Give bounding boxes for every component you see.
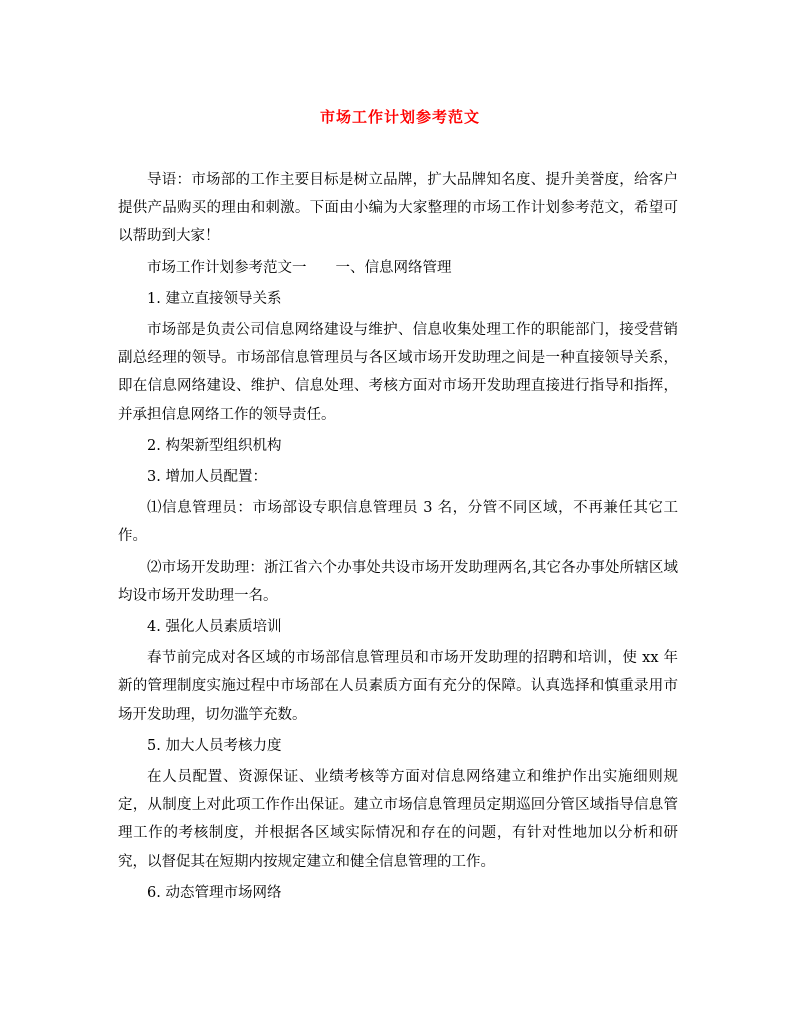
list-item-heading: 4. 强化人员素质培训 — [147, 619, 282, 636]
list-item-heading: 1. 建立直接领导关系 — [147, 290, 282, 307]
body-paragraph: 在人员配置、资源保证、业绩考核等方面对信息网络建立和维护作出实施细则规定，从制度上对此项工作作出保证。建立市场信息管理员定期巡回分管区域指导信息管理工作的考核制度，并根据各区域实际情况和存在的问题，有针对性地加以分析和研究，以督促其在短期内按规定建立和健全信息管理的工作。 — [118, 769, 678, 870]
document-title: 市场工作计划参考范文 — [319, 108, 480, 126]
section-heading: 市场工作计划参考范文一 一、信息网络管理 — [147, 259, 452, 276]
body-paragraph: 春节前完成对各区域的市场部信息管理员和市场开发助理的招聘和培训，使 xx 年新的管理制度实施过程中市场部在人员素质方面有充分的保障。认真选择和慎重录用市场开发助理，切勿滥竽充数。 — [118, 650, 678, 723]
sub-item-paragraph: ⑴信息管理员：市场部设专职信息管理员 3 名，分管不同区域，不再兼任其它工作。 — [118, 500, 678, 545]
list-item-heading: 2. 构架新型组织机构 — [147, 437, 282, 454]
document-body — [118, 166, 678, 910]
body-paragraph: 市场部是负责公司信息网络建设与维护、信息收集处理工作的职能部门，接受营销副总经理的领导。市场部信息管理员与各区域市场开发助理之间是一种直接领导关系，即在信息网络建设、维护、信息处理、考核方面对市场开发助理直接进行指导和指挥，并承担信息网络工作的领导责任。 — [118, 322, 678, 423]
list-item-heading: 6. 动态管理市场网络 — [147, 884, 282, 901]
sub-item-paragraph: ⑵市场开发助理：浙江省六个办事处共设市场开发助理两名,其它各办事处所辖区域均设市场开发助理一名。 — [118, 559, 678, 604]
list-item-heading: 5. 加大人员考核力度 — [147, 737, 282, 754]
list-item-heading: 3. 增加人员配置： — [147, 469, 267, 486]
intro-paragraph: 导语：市场部的工作主要目标是树立品牌，扩大品牌知名度、提升美誉度，给客户提供产品购买的理由和刺激。下面由小编为大家整理的市场工作计划参考范文，希望可以帮助到大家！ — [118, 172, 678, 245]
